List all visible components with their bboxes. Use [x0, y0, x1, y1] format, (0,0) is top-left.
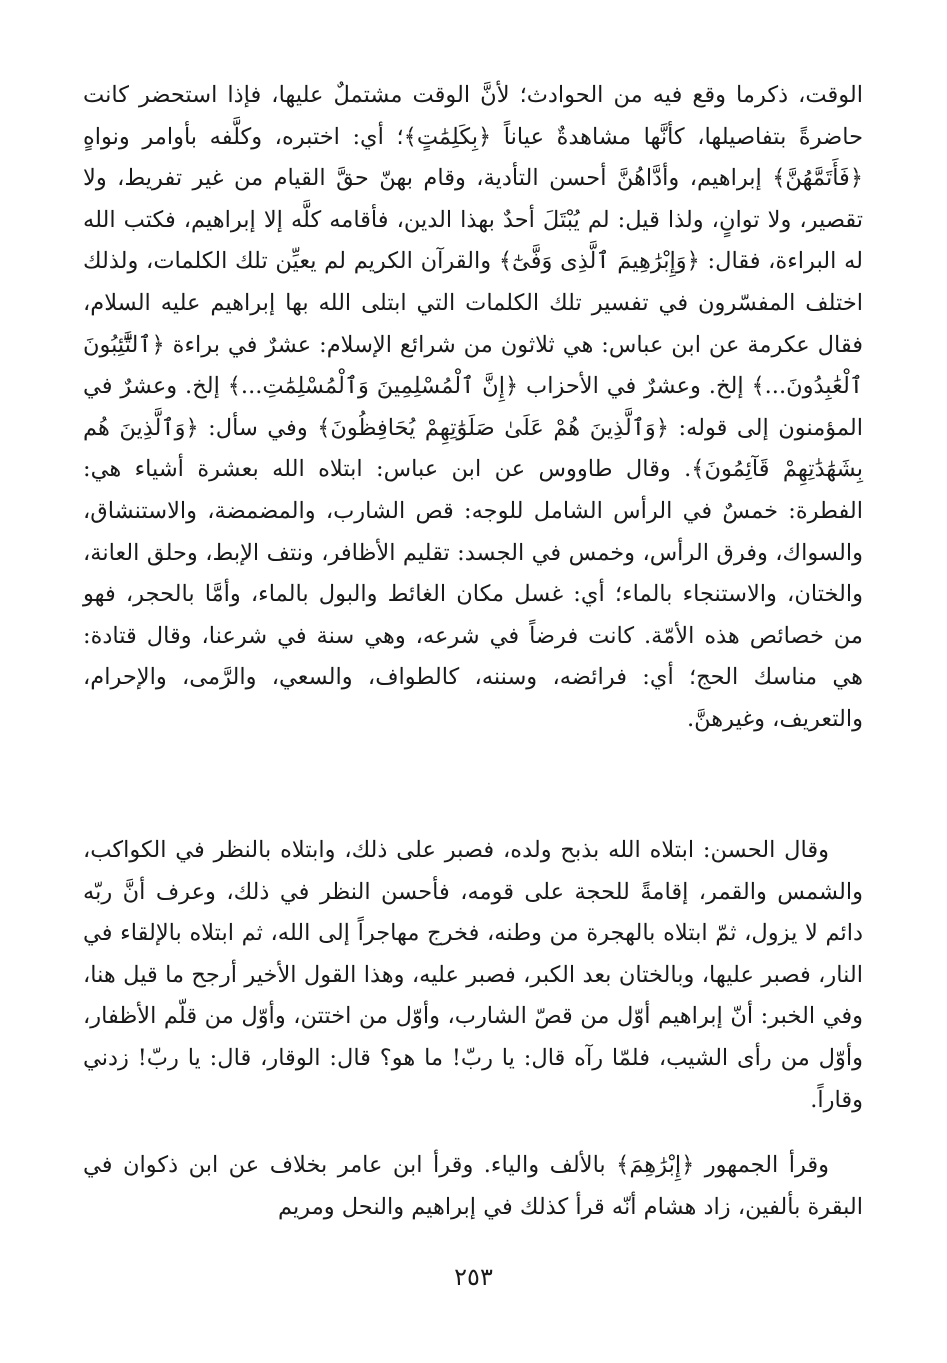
text-block-3	[83, 1145, 863, 1228]
text-block-1	[83, 75, 863, 741]
paragraph-2: وقال الحسن: ابتلاه الله بذبح ولده، فصبر على ذلك، وابتلاه بالنظر في الكواكب، والشمس والقمر، إقامةً للحجة على قومه، فأحسن النظر في ذلك، وعرف أنَّ ربّه دائم لا يزول، ثمّ ابتلاه بالهجرة من وطنه، فخرج مهاجراً إلى الله، ثم ابتلاه بالإلقاء في النار، فصبر عليها، وبالختان بعد الكبر، فصبر عليه، وهذا القول الأخير أرجح ما قيل هنا، وفي الخبر: أنّ إبراهيم أوّل من قصّ الشارب، وأوّل من اختتن، وأوّل من قلّم الأظفار، وأوّل من رأى الشيب، فلمّا رآه قال: يا ربّ! ما هو؟ قال: الوقار، قال: يا ربّ! زدني وقاراً.	[83, 837, 863, 1113]
paragraph-1: الوقت، ذكرما وقع فيه من الحوادث؛ لأنَّ الوقت مشتملٌ عليها، فإذا استحضر كانت حاضرةً بتفاصيلها، كأنَّها مشاهدةٌ عياناً ﴿بِكَلِمَٰتٍ﴾؛ أي: اختبره، وكلَّفه بأوامر ونواهٍ ﴿فَأَتَمَّهُنَّ﴾ إبراهيم، وأدَّاهُنَّ أحسن التأدية، وقام بهنّ حقَّ القيام من غير تفريط، ولا تقصير، ولا توانٍ، ولذا قيل: لم يُبْتَلَ أحدٌ بهذا الدين، فأقامه كلَّه إلا إبراهيم، فكتب الله له البراءة، فقال: ﴿وَإِبْرَٰهِيمَ ٱلَّذِى وَفَّىٰٓ﴾ والقرآن الكريم لم يعيِّن تلك الكلمات، ولذلك اختلف المفسّرون في تفسير تلك الكلمات التي ابتلى الله بها إبراهيم عليه السلام، فقال عكرمة عن ابن عباس: هي ثلاثون من شرائع الإسلام: عشرٌ في براءة ﴿ٱلتَّٰٓئِبُونَ ٱلْعَٰبِدُونَ...﴾ إلخ. وعشرٌ في الأحزاب ﴿إِنَّ ٱلْمُسْلِمِينَ وَٱلْمُسْلِمَٰتِ...﴾ إلخ. وعشرٌ في المؤمنون إلى قوله: ﴿وَٱلَّذِينَ هُمْ عَلَىٰ صَلَوَٰتِهِمْ يُحَافِظُونَ﴾ وفي سأل: ﴿وَٱلَّذِينَ هُم بِشَهَٰدَٰتِهِمْ قَآئِمُونَ﴾. وقال طاووس عن ابن عباس: ابتلاه الله بعشرة أشياء هي: الفطرة: خمسٌ في الرأس الشامل للوجه: قص الشارب، والمضمضة، والاستنشاق، والسواك، وفرق الرأس، وخمس في الجسد: تقليم الأظافر، ونتف الإبط، وحلق العانة، والختان، والاستنجاء بالماء؛ أي: غسل مكان الغائط والبول بالماء، وأمَّا بالحجر، فهو من خصائص هذه الأمّة. كانت فرضاً في شرعه، وهي سنة في شرعنا، وقال قتادة: هي مناسك الحج؛ أي: فرائضه، وسننه، كالطواف، والسعي، والرَّمى، والإحرام، والتعريف، وغيرهنَّ.	[83, 82, 863, 732]
page-number: ٢٥٣	[454, 1263, 493, 1291]
text-block-2	[83, 830, 863, 1121]
paragraph-3: وقرأ الجمهور ﴿إِبْرَٰهِمَ﴾ بالألف والياء. وقرأ ابن عامر بخلاف عن ابن ذكوان في البقرة بألفين، زاد هشام أنّه قرأ كذلك في إبراهيم والنحل ومريم	[83, 1152, 863, 1220]
